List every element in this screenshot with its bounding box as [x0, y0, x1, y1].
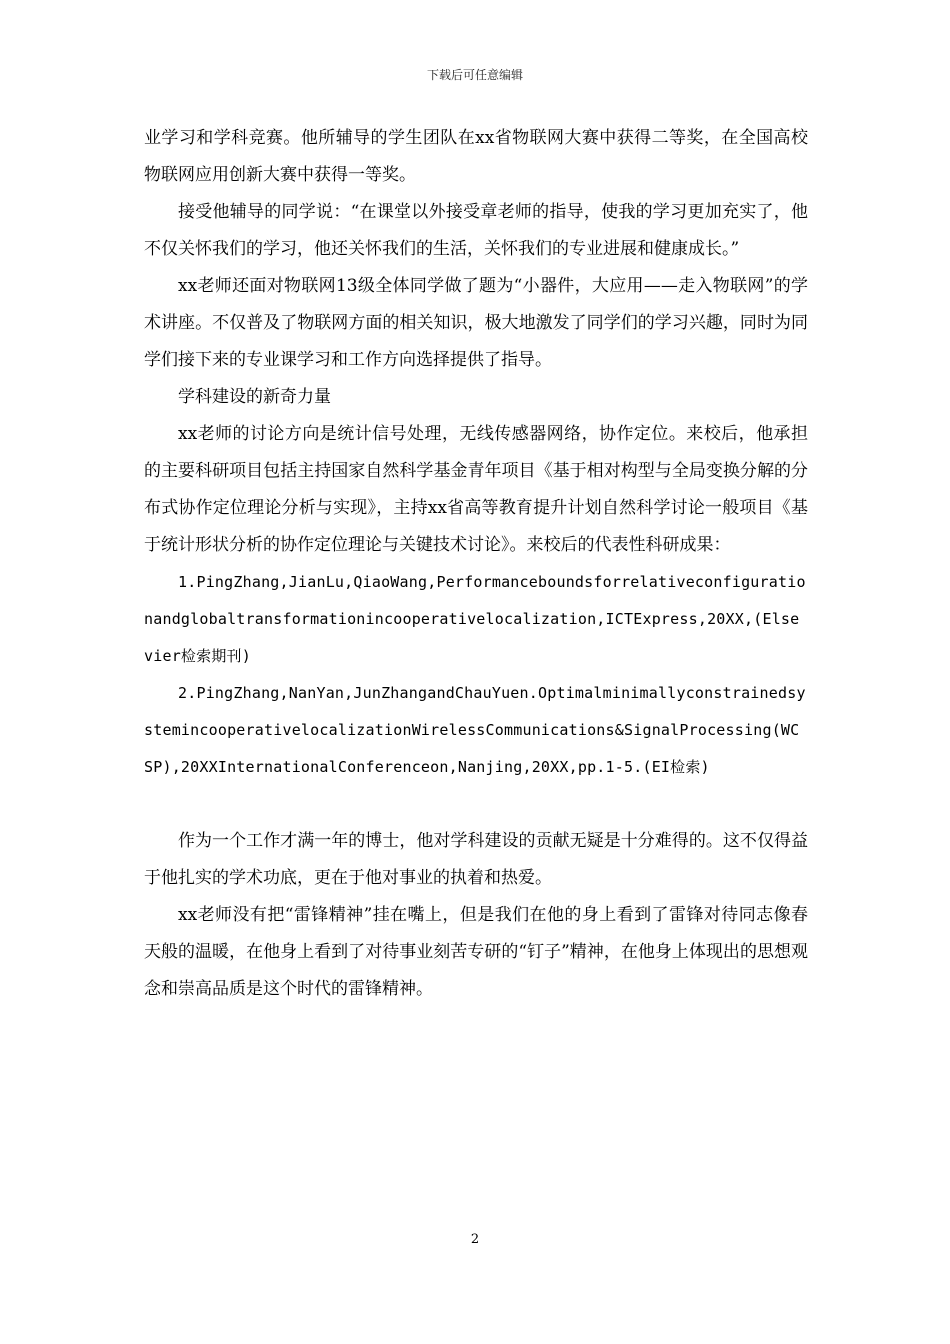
reference-2: 2.PingZhang,NanYan,JunZhangandChauYuen.OptimalminimallyconstrainedsystemincooperativelocalizationWirelessCommunications&SignalProcessing(WCSP),20XXInternationalConferenceon,Nanjing,20XX,pp.1-5.(EI检索) — [144, 684, 806, 776]
page-number: 2 — [470, 1232, 480, 1247]
paragraph-5: xx老师的讨论方向是统计信号处理，无线传感器网络，协作定位。来校后，他承担的主要科研项目包括主持国家自然科学基金青年项目《基于相对构型与全局变换分解的分布式协作定位理论分析与实现》，主持xx省高等教育提升计划自然科学讨论一般项目《基于统计形状分析的协作定位理论与关键技术讨论》。来校后的代表性科研成果： — [144, 424, 808, 555]
blank-line — [144, 786, 808, 823]
section-heading: 学科建设的新奇力量 — [178, 387, 331, 407]
paragraph-2: 接受他辅导的同学说：“在课堂以外接受章老师的指导，使我的学习更加充实了，他不仅关怀我们的学习，他还关怀我们的生活，关怀我们的专业进展和健康成长。” — [144, 202, 808, 259]
document-body — [144, 120, 808, 1008]
paragraph-1: 业学习和学科竞赛。他所辅导的学生团队在xx省物联网大赛中获得二等奖，在全国高校物联网应用创新大赛中获得一等奖。 — [144, 128, 808, 185]
reference-1: 1.PingZhang,JianLu,QiaoWang,Performanceboundsforrelativeconfigurationandglobaltransformationincooperativelocalization,ICTExpress,20XX,(Elsevier检索期刊) — [144, 573, 806, 665]
paragraph-7: xx老师没有把“雷锋精神”挂在嘴上，但是我们在他的身上看到了雷锋对待同志像春天般的温暖，在他身上看到了对待事业刻苦专研的“钉子”精神，在他身上体现出的思想观念和崇高品质是这个时代的雷锋精神。 — [144, 905, 808, 999]
paragraph-3: xx老师还面对物联网13级全体同学做了题为“小器件，大应用——走入物联网”的学术讲座。不仅普及了物联网方面的相关知识，极大地激发了同学们的学习兴趣，同时为同学们接下来的专业课学习和工作方向选择提供了指导。 — [144, 276, 808, 370]
header-note: 下载后可任意编辑 — [426, 68, 523, 82]
paragraph-6: 作为一个工作才满一年的博士，他对学科建设的贡献无疑是十分难得的。这不仅得益于他扎实的学术功底，更在于他对事业的执着和热爱。 — [144, 831, 808, 888]
